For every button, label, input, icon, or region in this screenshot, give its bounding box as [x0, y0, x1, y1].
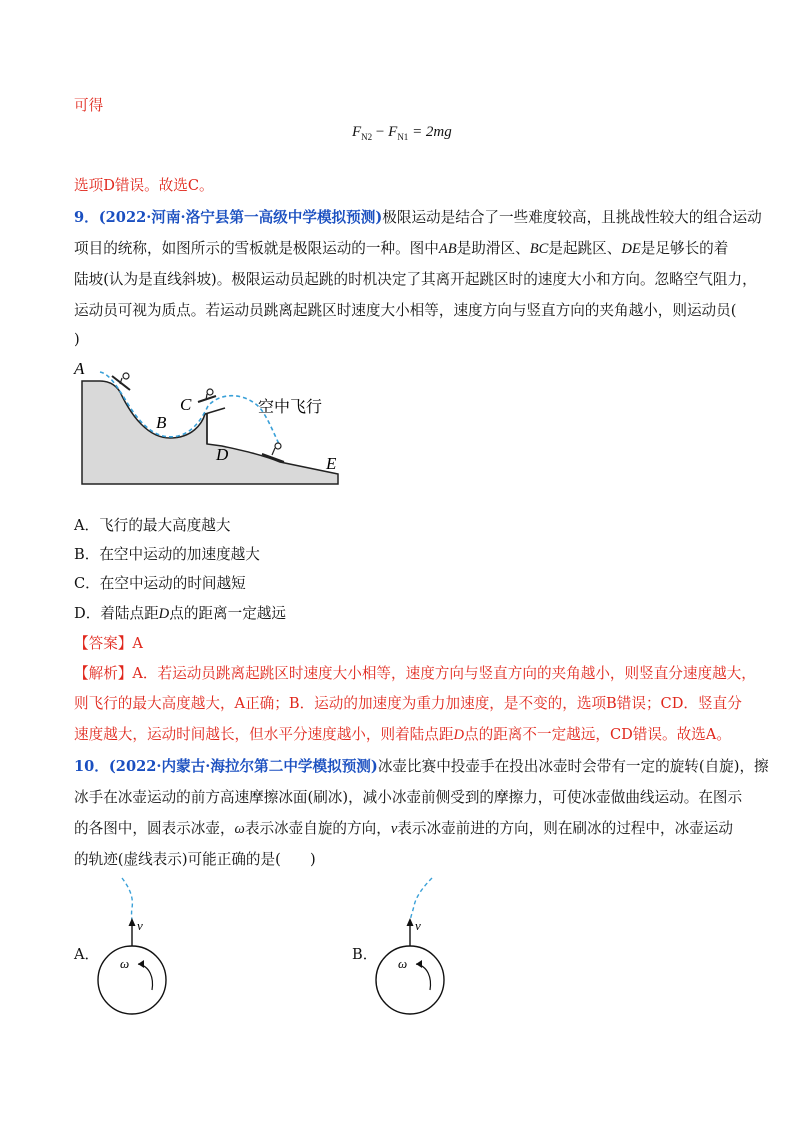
q10-text-1: 冰壶比赛中投壶手在投出冰壶时会带有一定的旋转(自旋)，擦: [377, 758, 769, 775]
kede-text: 可得: [74, 97, 104, 114]
formula-f1: F: [352, 124, 362, 140]
q9-bc: BC: [529, 241, 549, 257]
q9-line4: 运动员可视为质点。若运动员跳离起跳区时速度大小相等，速度方向与竖直方向的夹角越小，则运动员(: [74, 302, 737, 319]
platform-line: [205, 408, 225, 414]
label-e: E: [326, 454, 337, 473]
q10-text-3-post: 表示冰壶前进的方向，则在刷冰的过程中，冰壶运动: [397, 820, 733, 837]
formula-minus: −: [375, 124, 385, 140]
q9-line1: [74, 208, 762, 228]
q9-de: DE: [621, 241, 641, 257]
q9-answer: 【答案】A: [74, 635, 143, 652]
formula-sub-n1: N1: [397, 132, 409, 142]
formula-f2: F: [388, 124, 398, 140]
formula-rhs: = 2mg: [412, 124, 452, 140]
q9-ab: AB: [438, 241, 457, 257]
q10-omega: ω: [234, 821, 245, 837]
q9-option-a: A．飞行的最大高度越大: [74, 517, 231, 534]
q10-line2: 冰手在冰壶运动的前方高速摩擦冰面(刷冰)，减小冰壶前侧受到的摩擦力，可使冰壶做曲线运动。在图示: [74, 789, 743, 806]
q9-analysis-2: 则飞行的最大高度越大，A正确；B．运动的加速度为重力加速度，是不变的，选项B错误；CD．竖直分: [74, 695, 742, 712]
ski-slope-figure: [70, 356, 350, 491]
q10-source: (2022·内蒙古·海拉尔第二中学模拟预测): [108, 758, 378, 775]
q9-analysis-3-letter: D: [453, 727, 464, 743]
q9-line3: 陆坡(认为是直线斜坡)。极限运动员起跳的时机决定了其离开起跳区时的速度大小和方向。忽略空气阻力，: [74, 271, 757, 288]
fig-a-v: v: [137, 918, 143, 933]
fig-a-omega: ω: [120, 956, 130, 971]
label-b: B: [156, 413, 167, 432]
q10-number: 10．: [74, 758, 109, 775]
q9-analysis-3-pre: 速度越大，运动时间越长，但水平分速度越小，则着陆点距: [74, 726, 454, 743]
q9-text-1: 极限运动是结合了一些难度较高，且挑战性较大的组合运动: [382, 209, 762, 226]
q10-line3: [74, 819, 733, 839]
q9-text-2d: 是足够长的着: [640, 240, 729, 257]
spin-arc-b: [416, 964, 430, 990]
trajectory-a: [122, 878, 132, 924]
velocity-arrowhead-b: [407, 918, 414, 926]
velocity-arrowhead-a: [129, 918, 136, 926]
label-c: C: [180, 395, 192, 414]
q9-option-d: [74, 604, 286, 624]
q9-analysis-3-post: 点的距离不一定越远，CD错误。故选A。: [464, 726, 731, 743]
prev-conclusion: 选项D错误。故选C。: [74, 177, 214, 194]
label-flight: 空中飞行: [258, 397, 323, 416]
curling-figure-b: [370, 876, 460, 1016]
q9-option-c: C．在空中运动的时间越短: [74, 575, 246, 592]
q9-option-d-pre: D．着陆点距: [74, 605, 159, 622]
q9-text-2c: 是起跳区、: [548, 240, 622, 257]
spin-arrowhead-b: [416, 960, 422, 968]
q9-number: 9．: [74, 209, 99, 226]
q9-text-2b: 是助滑区、: [456, 240, 530, 257]
formula-sub-n2: N2: [361, 132, 373, 142]
curling-figure-a: [92, 876, 182, 1016]
q10-text-3-mid: 表示冰壶自旋的方向，: [244, 820, 391, 837]
q10-option-a-label: A．: [74, 946, 100, 963]
label-d: D: [216, 445, 229, 464]
q10-option-b-label: B．: [352, 946, 378, 963]
q9-analysis-1: 【解析】A．若运动员跳离起跳区时速度大小相等，速度方向与竖直方向的夹角越小，则竖直分速度越大，: [74, 665, 756, 682]
fig-b-omega: ω: [398, 956, 408, 971]
q9-option-d-letter: D: [158, 606, 170, 622]
q9-text-2: 项目的统称，如图所示的雪板就是极限运动的一种。图中: [74, 240, 439, 257]
spin-arrowhead-a: [138, 960, 144, 968]
q10-text-3-pre: 的各图中，圆表示冰壶，: [74, 820, 235, 837]
spin-arc-a: [138, 964, 152, 990]
formula: [352, 124, 452, 142]
q10-line4: 的轨迹(虚线表示)可能正确的是( ): [74, 851, 316, 868]
stone-b: [376, 946, 444, 1014]
trajectory-b: [410, 878, 432, 924]
stone-a: [98, 946, 166, 1014]
fig-b-v: v: [415, 918, 421, 933]
q9-line2: [74, 239, 728, 259]
label-a: A: [74, 359, 85, 378]
q9-option-b: B．在空中运动的加速度越大: [74, 546, 260, 563]
q9-option-d-post: 点的距离一定越远: [169, 605, 286, 622]
q10-v: v: [390, 821, 398, 837]
q10-line1: [74, 757, 769, 777]
skier-2-icon: [198, 389, 216, 402]
q9-source: (2022·河南·洛宁县第一高级中学模拟预测): [98, 209, 383, 226]
q9-analysis-3: [74, 725, 731, 745]
q9-line5: ): [74, 331, 80, 348]
